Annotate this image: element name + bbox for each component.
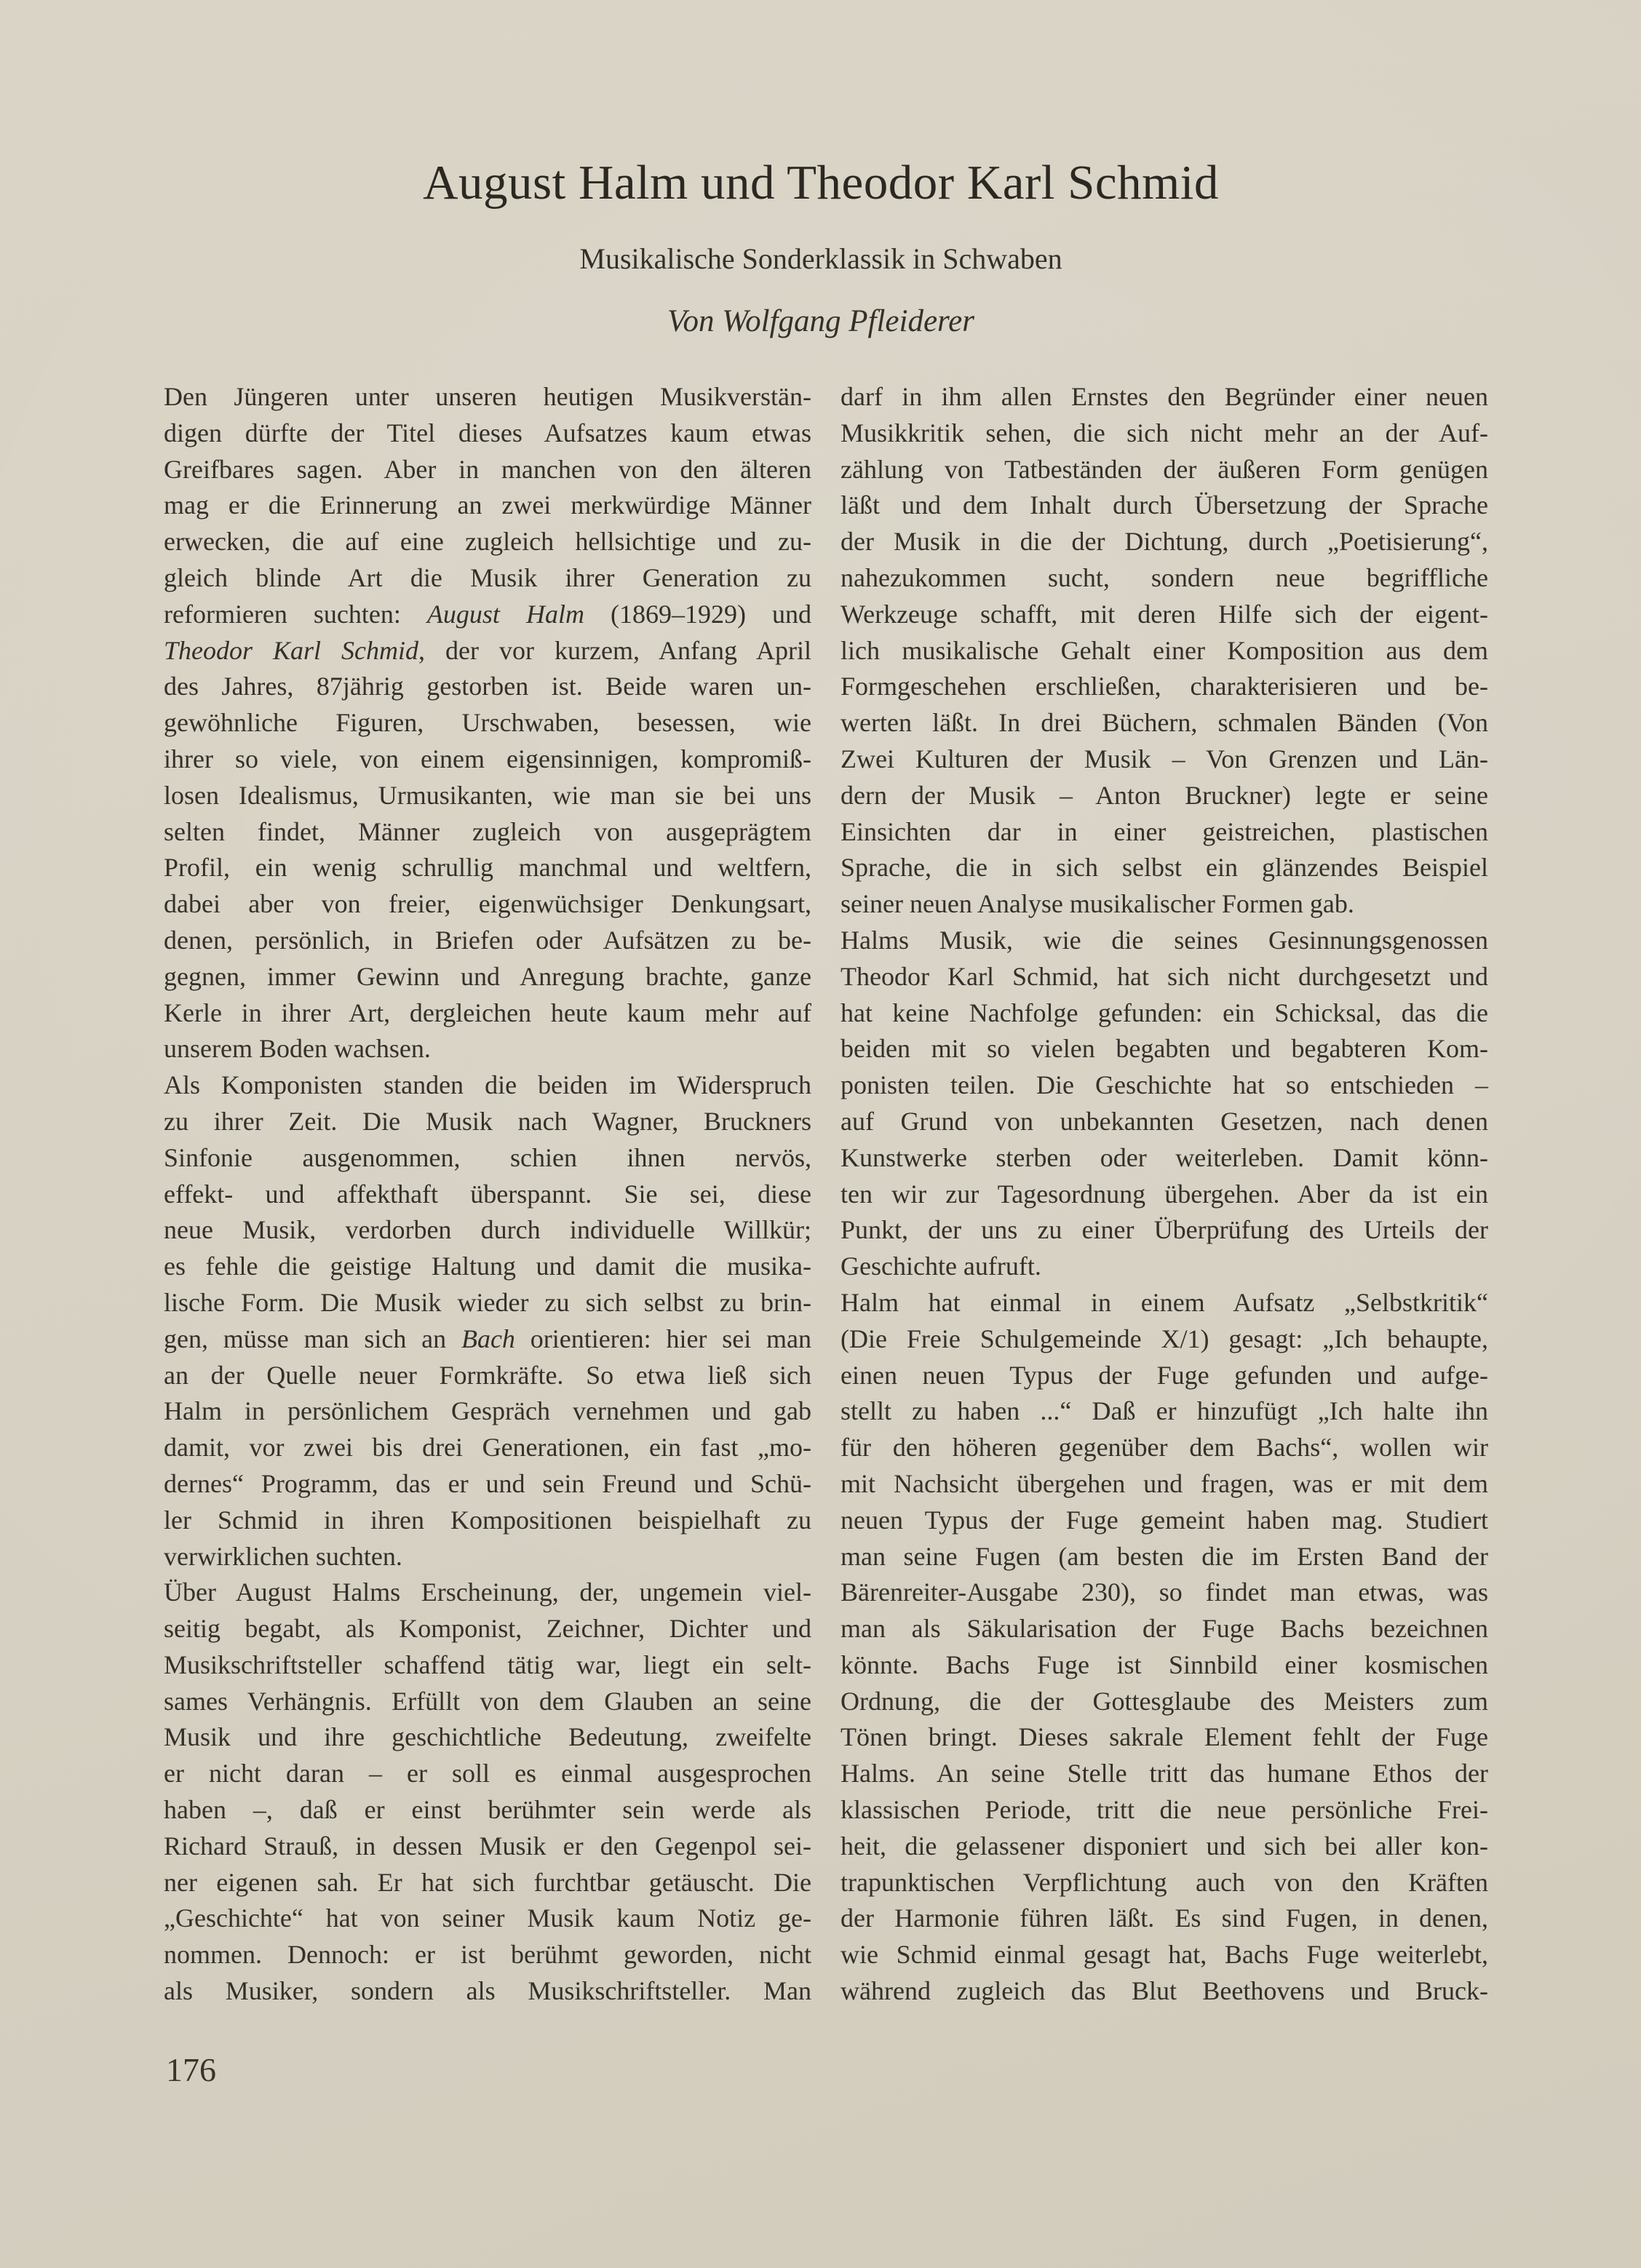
text-line: Halms Musik, wie die seines Gesinnungsgenossen	[841, 925, 1488, 955]
text-line: zählung von Tatbeständen der äußeren Form genügen	[841, 454, 1488, 484]
text-line: gegnen, immer Gewinn und Anregung brachte, ganze	[164, 961, 811, 991]
text-line: nommen. Dennoch: er ist berühmt geworden, nicht	[164, 1940, 811, 1970]
text-line: Musik und ihre geschichtliche Bedeutung, zweifelte	[164, 1722, 811, 1752]
text-line: Formgeschehen erschließen, charakterisieren und be-	[841, 672, 1488, 701]
text-line: Zwei Kulturen der Musik – Von Grenzen und Län-	[841, 744, 1488, 773]
left-text-column	[164, 379, 811, 2010]
text-line: man als Säkularisation der Fuge Bachs bezeichnen	[841, 1614, 1488, 1644]
text-line: Tönen bringt. Dieses sakrale Element fehlt der Fuge	[841, 1722, 1488, 1752]
text-line: einen neuen Typus der Fuge gefunden und aufge-	[841, 1360, 1488, 1390]
text-line: er nicht daran – er soll es einmal ausgesprochen	[164, 1759, 811, 1788]
text-line: Profil, ein wenig schrullig manchmal und weltfern,	[164, 853, 811, 883]
text-line: denen, persönlich, in Briefen oder Aufsätzen zu be-	[164, 925, 811, 955]
text-line: lich musikalische Gehalt einer Komposition aus dem	[841, 635, 1488, 665]
text-line: ihrer so viele, von einem eigensinnigen, kompromiß-	[164, 744, 811, 773]
text-line: seitig begabt, als Komponist, Zeichner, Dichter und	[164, 1614, 811, 1644]
text-line: neue Musik, verdorben durch individuelle Willkür;	[164, 1215, 811, 1245]
text-line: damit, vor zwei bis drei Generationen, ein fast „mo-	[164, 1433, 811, 1463]
text-line: heit, die gelassener disponiert und sich bei aller kon-	[841, 1831, 1488, 1861]
text-line: ler Schmid in ihren Kompositionen beispielhaft zu	[164, 1505, 811, 1535]
page-number: 176	[166, 2051, 216, 2088]
text-line: Geschichte aufruft.	[841, 1252, 1041, 1281]
text-line: effekt- und affekthaft überspannt. Sie sei, diese	[164, 1179, 811, 1209]
text-line: Halms. An seine Stelle tritt das humane Ethos der	[841, 1759, 1488, 1788]
text-line: des Jahres, 87jährig gestorben ist. Beide waren un-	[164, 672, 811, 701]
text-line: gewöhnliche Figuren, Urschwaben, besessen, wie	[164, 708, 811, 738]
text-line: auf Grund von unbekannten Gesetzen, nach denen	[841, 1106, 1488, 1136]
text-line: Als Komponisten standen die beiden im Widerspruch	[164, 1070, 811, 1100]
text-line: könnte. Bachs Fuge ist Sinnbild einer kosmischen	[841, 1650, 1488, 1679]
text-line: selten findet, Männer zugleich von ausgeprägtem	[164, 816, 811, 846]
text-line: Musikschriftsteller schaffend tätig war, liegt ein selt-	[164, 1650, 811, 1679]
text-line: Kerle in ihrer Art, dergleichen heute kaum mehr auf	[164, 998, 811, 1027]
text-line: ponisten teilen. Die Geschichte hat so entschieden –	[841, 1070, 1488, 1100]
text-line: dern der Musik – Anton Bruckner) legte er seine	[841, 780, 1488, 810]
text-line: mag er die Erinnerung an zwei merkwürdige Männer	[164, 490, 811, 520]
article-title: August Halm und Theodor Karl Schmid	[423, 156, 1219, 210]
text-line: Halm in persönlichem Gespräch vernehmen und gab	[164, 1396, 811, 1426]
text-line: zu ihrer Zeit. Die Musik nach Wagner, Bruckners	[164, 1106, 811, 1136]
text-line: für den höheren gegenüber dem Bachs“, wollen wir	[841, 1433, 1488, 1463]
text-line: Werkzeuge schafft, mit deren Hilfe sich der eigent-	[841, 599, 1488, 629]
text-line: unserem Boden wachsen.	[164, 1034, 431, 1064]
text-line: Über August Halms Erscheinung, der, ungemein viel-	[164, 1577, 811, 1607]
body-text-columns	[164, 379, 1488, 2010]
text-line: Theodor Karl Schmid, der vor kurzem, Anfang April	[164, 635, 811, 665]
text-line: mit Nachsicht übergehen und fragen, was er mit dem	[841, 1468, 1488, 1498]
text-line: lische Form. Die Musik wieder zu sich selbst zu brin-	[164, 1287, 811, 1317]
text-line: trapunktischen Verpflichtung auch von den Kräften	[841, 1867, 1488, 1897]
text-line: Theodor Karl Schmid, hat sich nicht durchgesetzt und	[841, 961, 1488, 991]
text-line: reformieren suchten: August Halm (1869–1929) und	[164, 599, 811, 629]
text-line: als Musiker, sondern als Musikschriftsteller. Man	[164, 1976, 811, 2006]
text-line: man seine Fugen (am besten die im Ersten Band der	[841, 1541, 1488, 1571]
text-line: neuen Typus der Fuge gemeint haben mag. Studiert	[841, 1505, 1488, 1535]
text-line: während zugleich das Blut Beethovens und Bruck-	[841, 1976, 1488, 2006]
text-line: Halm hat einmal in einem Aufsatz „Selbstkritik“	[841, 1287, 1488, 1317]
text-line: darf in ihm allen Ernstes den Begründer einer neuen	[841, 382, 1488, 411]
text-line: wie Schmid einmal gesagt hat, Bachs Fuge weiterlebt,	[841, 1940, 1488, 1970]
text-line: Richard Strauß, in dessen Musik er den Gegenpol sei-	[164, 1831, 811, 1861]
text-line: dabei aber von freier, eigenwüchsiger Denkungsart,	[164, 889, 811, 919]
text-line: (Die Freie Schulgemeinde X/1) gesagt: „Ich behaupte,	[841, 1324, 1488, 1353]
text-line: ten wir zur Tagesordnung übergehen. Aber da ist ein	[841, 1179, 1488, 1209]
text-line: werten läßt. In drei Büchern, schmalen Bänden (Von	[841, 708, 1488, 738]
text-line: ner eigenen sah. Er hat sich furchtbar getäuscht. Die	[164, 1867, 811, 1897]
text-line: der Musik in die der Dichtung, durch „Poetisierung“,	[841, 527, 1488, 557]
text-line: losen Idealismus, Urmusikanten, wie man sie bei uns	[164, 780, 811, 810]
text-line: Bärenreiter-Ausgabe 230), so findet man etwas, was	[841, 1577, 1488, 1607]
article-subtitle: Musikalische Sonderklassik in Schwaben	[579, 242, 1062, 275]
text-line: Sinfonie ausgenommen, schien ihnen nervös,	[164, 1142, 811, 1172]
text-line: Den Jüngeren unter unseren heutigen Musikverstän-	[164, 382, 811, 411]
text-line: Sprache, die in sich selbst ein glänzendes Beispiel	[841, 853, 1488, 883]
text-line: „Geschichte“ hat von seiner Musik kaum Notiz ge-	[164, 1903, 811, 1933]
text-line: stellt zu haben ...“ Daß er hinzufügt „Ich halte ihn	[841, 1396, 1488, 1426]
text-line: verwirklichen suchten.	[164, 1541, 402, 1571]
text-line: klassischen Periode, tritt die neue persönliche Frei-	[841, 1795, 1488, 1825]
right-text-column	[841, 379, 1488, 2010]
article-author-byline: Von Wolfgang Pfleiderer	[667, 304, 974, 338]
text-line: es fehle die geistige Haltung und damit die musika-	[164, 1252, 811, 1281]
text-line: gleich blinde Art die Musik ihrer Generation zu	[164, 562, 811, 592]
text-line: hat keine Nachfolge gefunden: ein Schicksal, das die	[841, 998, 1488, 1027]
text-line: beiden mit so vielen begabten und begabteren Kom-	[841, 1034, 1488, 1064]
text-line: läßt und dem Inhalt durch Übersetzung der Sprache	[841, 490, 1488, 520]
text-line: Punkt, der uns zu einer Überprüfung des Urteils der	[841, 1215, 1488, 1245]
text-line: erwecken, die auf eine zugleich hellsichtige und zu-	[164, 527, 811, 557]
text-line: Greifbares sagen. Aber in manchen von den älteren	[164, 454, 811, 484]
text-line: digen dürfte der Titel dieses Aufsatzes kaum etwas	[164, 418, 811, 447]
text-line: gen, müsse man sich an Bach orientieren: hier sei man	[164, 1324, 811, 1353]
text-line: Ordnung, die der Gottesglaube des Meisters zum	[841, 1686, 1488, 1716]
text-line: Musikkritik sehen, die sich nicht mehr an der Auf-	[841, 418, 1488, 447]
text-line: dernes“ Programm, das er und sein Freund und Schü-	[164, 1468, 811, 1498]
text-line: seiner neuen Analyse musikalischer Formen gab.	[841, 889, 1354, 919]
text-line: sames Verhängnis. Erfüllt von dem Glauben an seine	[164, 1686, 811, 1716]
text-line: an der Quelle neuer Formkräfte. So etwa ließ sich	[164, 1360, 811, 1390]
text-line: haben –, daß er einst berühmter sein werde als	[164, 1795, 811, 1825]
text-line: der Harmonie führen läßt. Es sind Fugen, in denen,	[841, 1903, 1488, 1933]
text-line: Einsichten dar in einer geistreichen, plastischen	[841, 816, 1488, 846]
text-line: Kunstwerke sterben oder weiterleben. Damit könn-	[841, 1142, 1488, 1172]
text-line: nahezukommen sucht, sondern neue begriffliche	[841, 562, 1488, 592]
